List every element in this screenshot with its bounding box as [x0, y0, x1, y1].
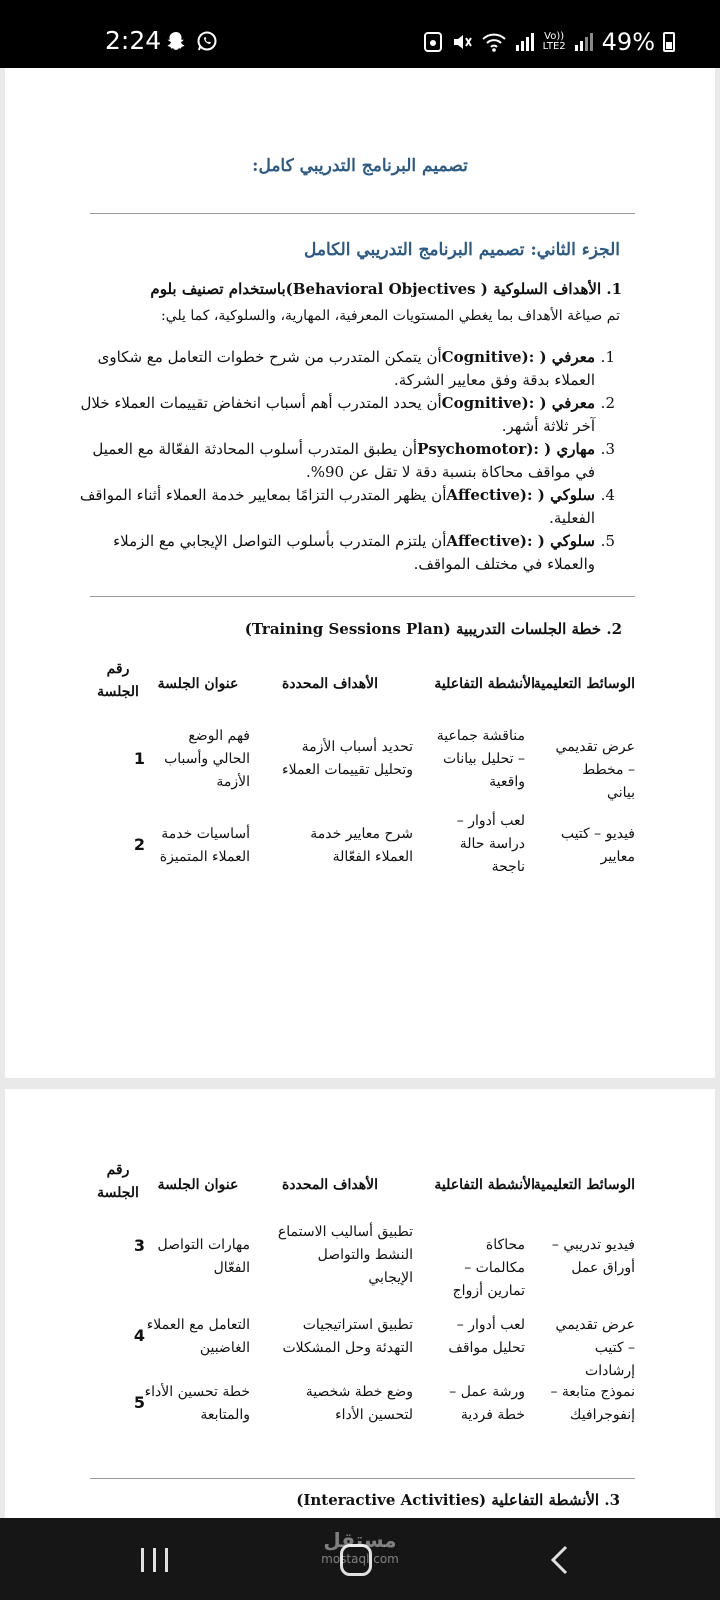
document-page-1 [5, 68, 715, 1078]
main-title: تصميم البرنامج التدريبي كامل: [252, 156, 468, 176]
objectives-list [75, 346, 615, 576]
header-title: عنوان الجلسة [157, 1177, 239, 1193]
list-item: 4. سلوكي ( :(Affectiveأن يظهر المتدرب التزامًا بمعايير خدمة العملاء أثناء المواقف الفعلية. [79, 486, 615, 527]
divider [90, 1478, 635, 1479]
sessions-table-continued: الوسائط التعليمية الأنشطة التفاعلية الأهداف المحددة عنوان الجلسة رقم الجلسة فيديو تدريبي – أوراق عمل محاكاة مكالمات – تمارين أزواج تطبيق أساليب الاستماع النشط والتواصل الإيجابي مهارات التواصل الفعّال 3 عرض تقديمي – كتيب إرشادات لعب أدوار – تحليل مواقف تطبيق استراتيجيات التهدئة وحل المشكلات التعامل مع العملاء الغاضبين 4 نموذج متابعة – إنفوجرافيك ورشة عمل – خطة فردية وضع خطة شخصية لتحسين الأداء خطة تحسين الأداء والمتابعة 5 [90, 1159, 635, 1439]
battery-icon [663, 32, 675, 52]
recent-apps-button[interactable] [141, 1548, 169, 1572]
status-time: 2:24 [105, 26, 162, 55]
lte-indicator: Vo)) LTE2 [542, 31, 566, 52]
header-activities: الأنشطة التفاعلية [434, 676, 535, 692]
divider [90, 596, 635, 597]
navigation-bar [0, 1518, 720, 1600]
mute-icon [451, 31, 473, 53]
signal-icon [515, 31, 535, 53]
list-item: 3. مهاري ( :(Psychomotorأن يطبق المتدرب أسلوب المحادثة الفعّالة مع العميل في مواقف محاكاة بنسبة دقة لا تقل عن 90%. [92, 440, 615, 481]
header-num: رقم الجلسة [97, 1162, 139, 1201]
section1-title: 1. الأهداف السلوكية ( Behavioral Objectives)باستخدام تصنيف بلوم [150, 280, 622, 298]
battery-percent: 49% [601, 28, 655, 56]
signal-icon-2 [574, 31, 594, 53]
recycle-icon [423, 31, 443, 53]
part-heading: الجزء الثاني: تصميم البرنامج التدريبي الكامل [303, 240, 620, 260]
section3-title: 3. الأنشطة التفاعلية (Interactive Activities) [296, 1491, 620, 1509]
status-icons [423, 28, 675, 56]
list-item: 1. معرفي ( :(Cognitiveأن يتمكن المتدرب من شرح خطوات التعامل مع شكاوى العملاء بدقة وفق معايير الشركة. [97, 348, 615, 389]
divider [90, 213, 635, 214]
back-button[interactable] [548, 1544, 570, 1576]
wifi-icon [481, 31, 507, 53]
header-activities: الأنشطة التفاعلية [434, 1177, 535, 1193]
header-objectives: الأهداف المحددة [281, 676, 379, 692]
sessions-table: الوسائط التعليمية الأنشطة التفاعلية الأهداف المحددة عنوان الجلسة رقم الجلسة عرض تقديمي – مخطط بياني مناقشة جماعية – تحليل بيانات واقعية تحديد أسباب الأزمة وتحليل تقييمات العملاء فهم الوضع الحالي وأسباب الأزمة 1 فيديو – كتيب معايير لعب أدوار – دراسة حالة ناجحة شرح معايير خدمة العملاء الفعّالة أساسيات خدمة العملاء المتميزة 2 [90, 658, 635, 888]
document-page-2 [5, 1089, 715, 1519]
header-num: رقم الجلسة [97, 661, 139, 700]
status-bar [0, 0, 720, 68]
section1-intro: تم صياغة الأهداف بما يغطي المستويات المعرفية، المهارية، والسلوكية، كما يلي: [161, 308, 620, 324]
header-title: عنوان الجلسة [157, 676, 239, 692]
list-item: 2. معرفي ( :(Cognitiveأن يحدد المتدرب أهم أسباب انخفاض تقييمات العملاء خلال آخر ثلاثة أشهر. [80, 394, 615, 435]
watermark-logo: مستقل mostaql.com [321, 1528, 399, 1566]
snapchat-icon [165, 30, 187, 52]
header-objectives: الأهداف المحددة [281, 1177, 379, 1193]
list-item: 5. سلوكي ( :(Affectiveأن يلتزم المتدرب بأسلوب التواصل الإيجابي مع الزملاء والعملاء في مختلف المواقف. [113, 532, 615, 573]
header-media: الوسائط التعليمية [533, 676, 635, 692]
header-media: الوسائط التعليمية [533, 1177, 635, 1193]
whatsapp-icon [196, 30, 218, 52]
section2-title: 2. خطة الجلسات التدريبية (Training Sessions Plan) [244, 620, 622, 638]
